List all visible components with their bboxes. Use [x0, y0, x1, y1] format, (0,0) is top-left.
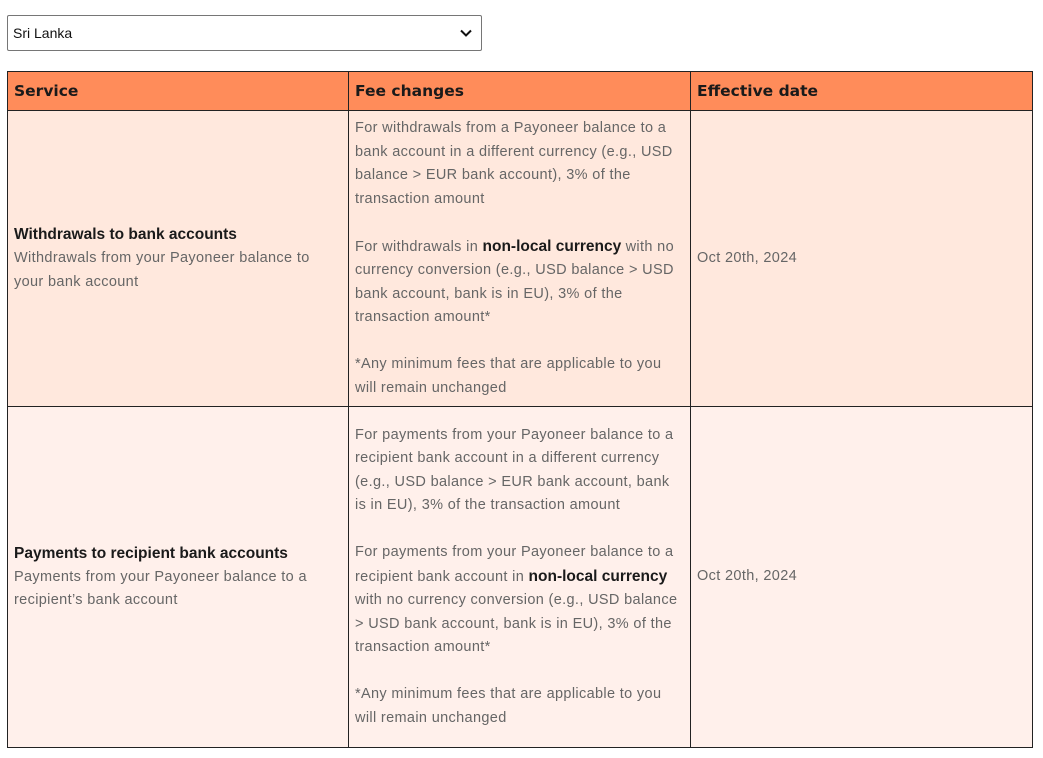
fee-changes-cell [349, 407, 691, 748]
service-title: Withdrawals to bank accounts [14, 226, 237, 243]
fee-footnote: *Any minimum fees that are applicable to you will remain unchanged [355, 356, 662, 396]
fee-paragraph [355, 541, 684, 660]
effective-date-cell [691, 111, 1033, 407]
table-row [8, 407, 1033, 748]
fee-changes-cell [349, 111, 691, 407]
chevron-down-icon [459, 26, 473, 40]
service-title: Payments to recipient bank accounts [14, 544, 288, 562]
fee-paragraph: For payments from your Payoneer balance to a recipient bank account in a different currency (e.g., USD balance > EUR bank account, bank is in EU), 3% of the transaction amount [355, 426, 674, 514]
service-cell [8, 407, 349, 748]
table-row [8, 111, 1033, 407]
fee-text: with no currency conversion (e.g., USD balance > USD bank account, bank is in EU), 3% of the transaction amount* [355, 592, 678, 656]
table-header-row [8, 72, 1033, 111]
service-description: Payments from your Payoneer balance to a recipient’s bank account [14, 568, 307, 608]
country-select-value: Sri Lanka [13, 25, 73, 41]
fee-text: For payments from your Payoneer balance to a recipient bank account in [355, 544, 674, 585]
fee-text: with no currency conversion (e.g., USD balance > USD bank account, bank is in EU), 3% of the transaction amount* [355, 238, 674, 325]
header-fee-changes: Fee changes [349, 72, 691, 111]
country-select[interactable] [7, 15, 482, 51]
fee-paragraph: For withdrawals from a Payoneer balance to a bank account in a different currency (e.g., USD balance > EUR bank account), 3% of the transaction amount [355, 120, 673, 207]
service-cell [8, 111, 349, 407]
effective-date: Oct 20th, 2024 [697, 249, 798, 266]
service-description: Withdrawals from your Payoneer balance to your bank account [14, 250, 310, 290]
fee-text: For withdrawals in [355, 238, 483, 255]
header-effective-date: Effective date [691, 72, 1033, 111]
effective-date: Oct 20th, 2024 [697, 568, 798, 585]
header-service: Service [8, 72, 349, 111]
fees-table [7, 71, 1033, 748]
fee-footnote: *Any minimum fees that are applicable to you will remain unchanged [355, 686, 662, 726]
effective-date-cell [691, 407, 1033, 748]
fee-emphasis: non-local currency [482, 237, 622, 255]
fee-emphasis: non-local currency [528, 567, 668, 585]
fee-paragraph [355, 235, 684, 330]
